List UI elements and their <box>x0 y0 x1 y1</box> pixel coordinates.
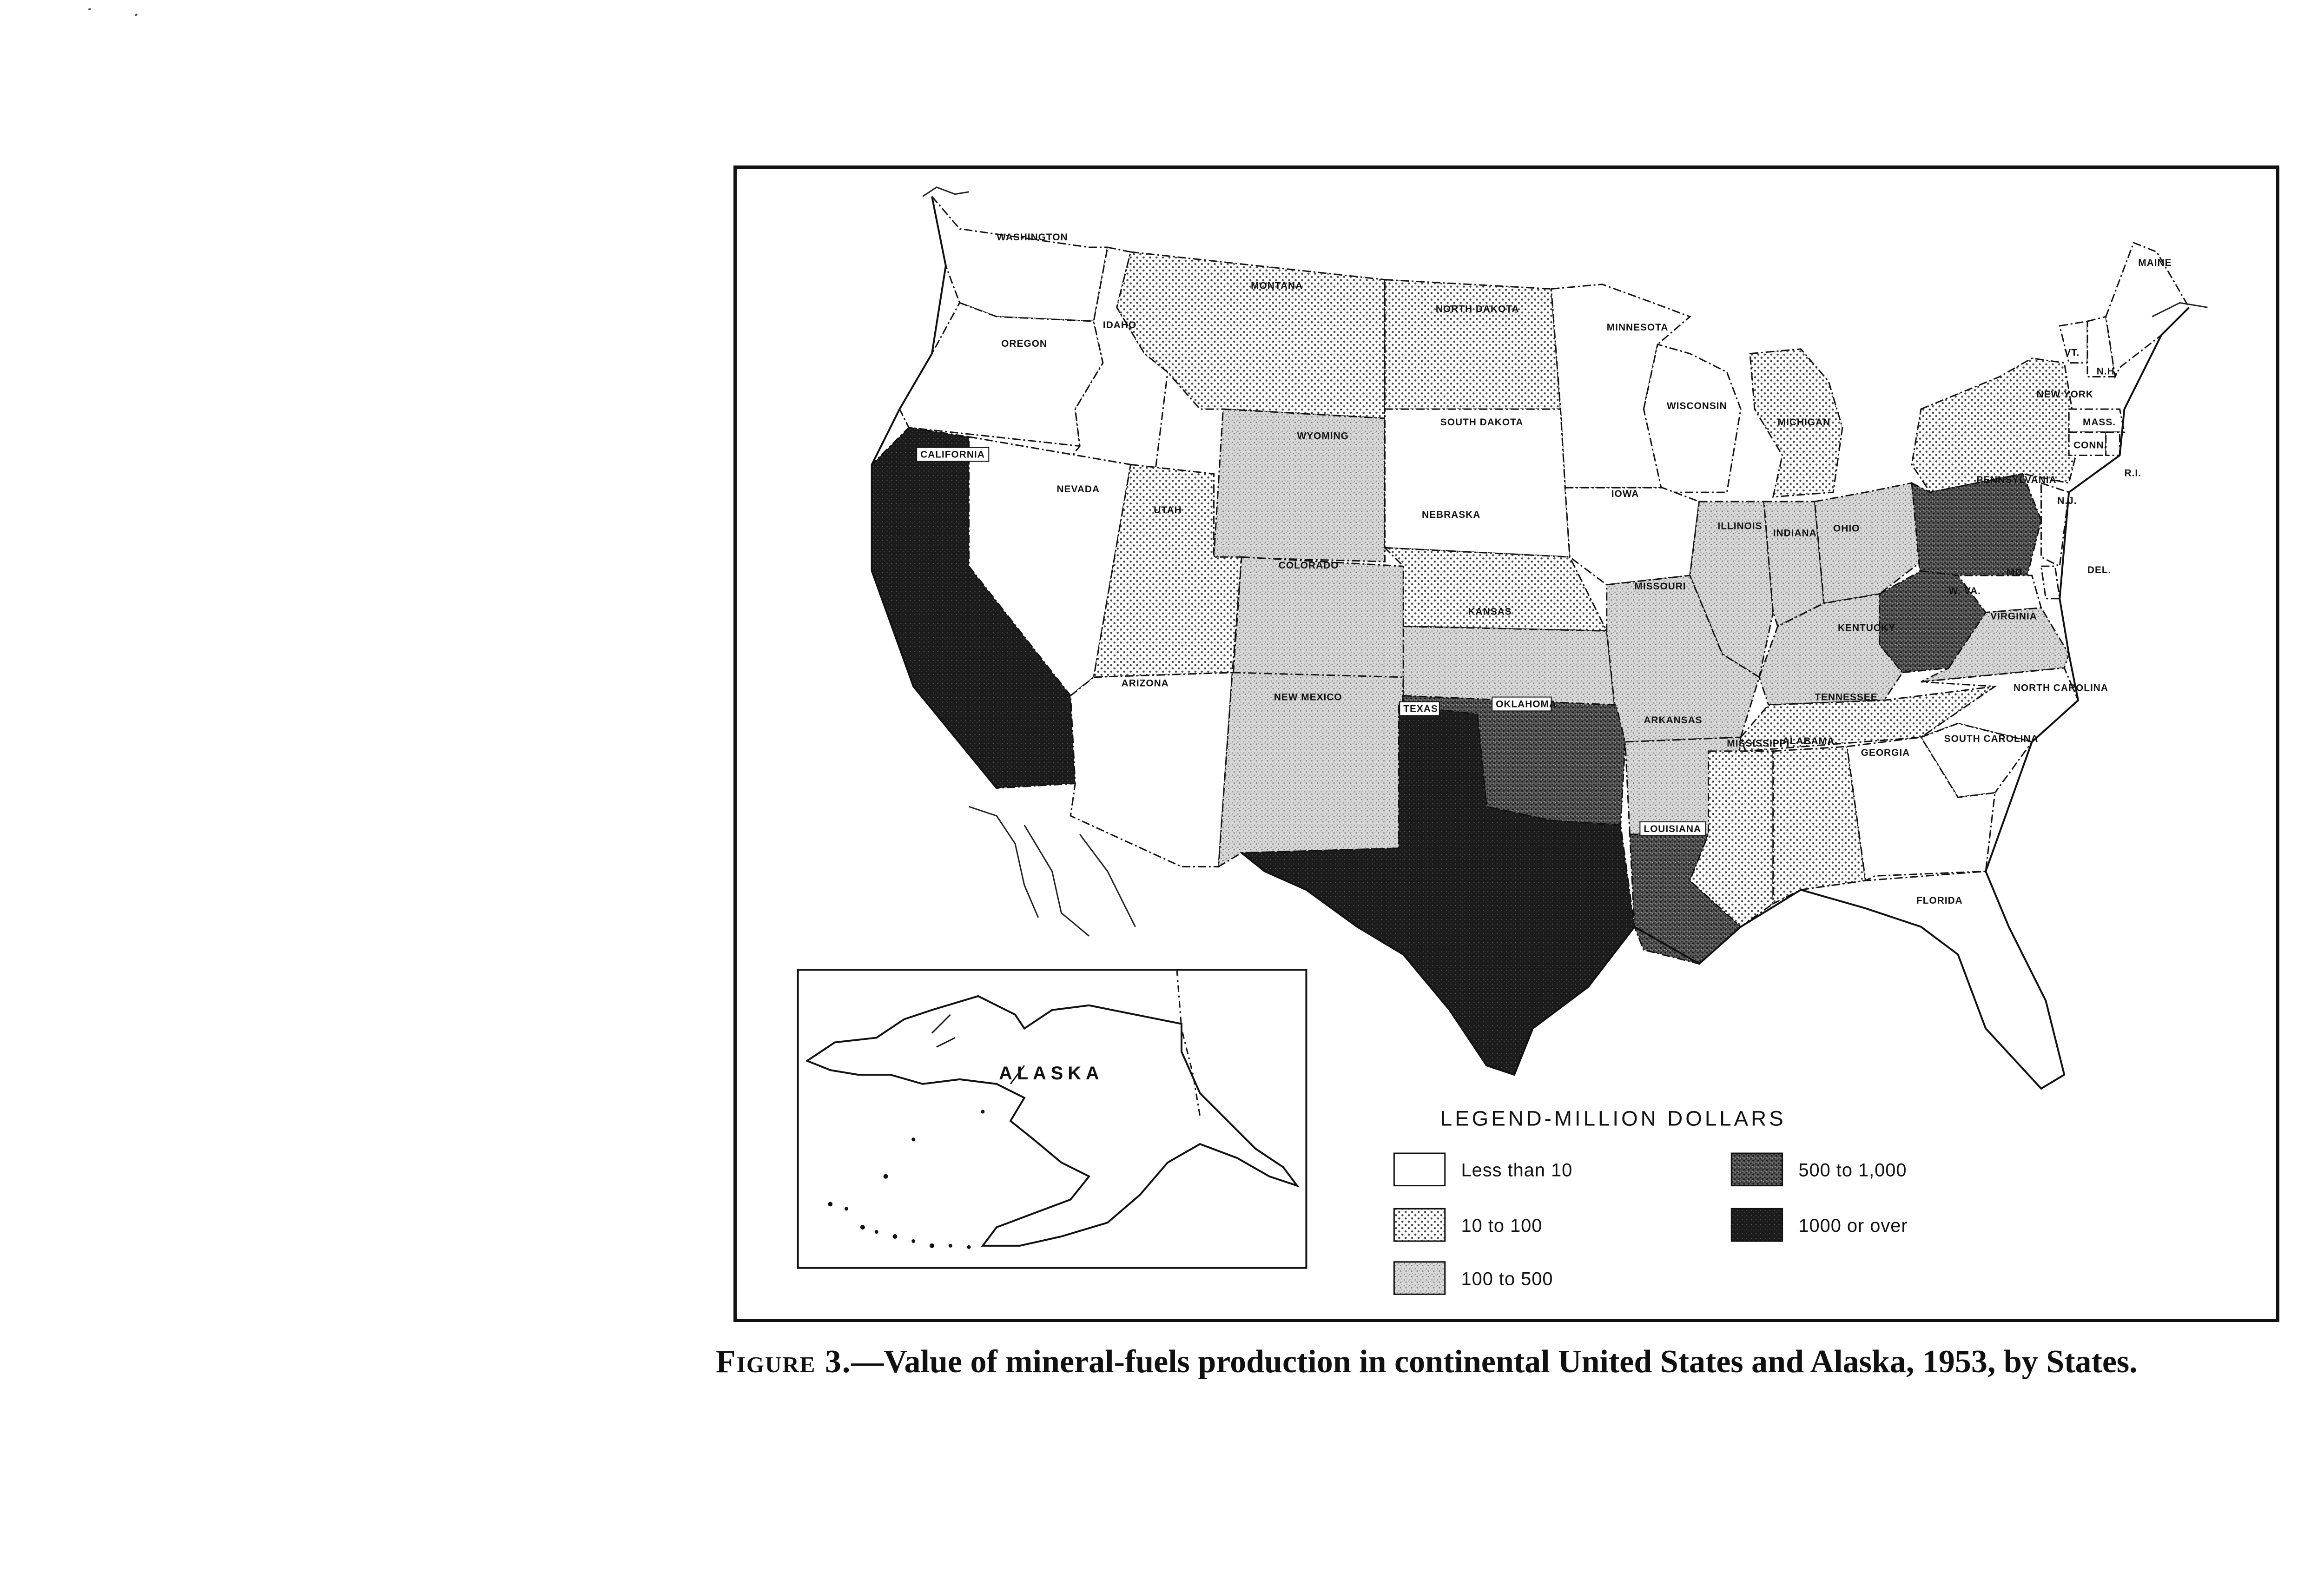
state-sd <box>1385 409 1570 557</box>
legend-label: 1000 or over <box>1798 1216 1908 1236</box>
state-label-ms: MISSISSIPPI <box>1727 738 1790 749</box>
state-label-wv: W. VA. <box>1948 585 1981 596</box>
state-label-or: OREGON <box>1001 338 1047 349</box>
state-label-mo: MISSOURI <box>1634 581 1686 592</box>
state-ia <box>1565 488 1699 585</box>
state-label-pa: PENNSYLVANIA <box>1976 475 2057 486</box>
state-label-me: MAINE <box>2138 257 2172 268</box>
state-wa <box>932 197 1108 321</box>
legend-label: 10 to 100 <box>1461 1216 1543 1236</box>
state-label-co: COLORADO <box>1278 560 1339 571</box>
state-label-tx: TEXAS <box>1403 703 1438 714</box>
state-label-ks: KANSAS <box>1468 606 1512 617</box>
state-label-nh: N.H. <box>2096 366 2118 377</box>
legend-swatch <box>1394 1209 1445 1241</box>
state-label-mt: MONTANA <box>1251 280 1303 291</box>
state-label-ri: R.I. <box>2124 468 2141 479</box>
state-ny <box>1912 358 2078 492</box>
state-label-fl: FLORIDA <box>1916 895 1963 906</box>
legend-swatch <box>1731 1209 1782 1241</box>
legend-label: 100 to 500 <box>1461 1269 1553 1289</box>
state-label-ok: OKLAHOMA <box>1496 699 1557 710</box>
state-ri <box>2106 432 2120 456</box>
state-label-mn: MINNESOTA <box>1606 322 1669 333</box>
state-label-va: VIRGINIA <box>1990 611 2037 622</box>
state-label-la: LOUISIANA <box>1644 823 1702 834</box>
state-label-vt: VT. <box>2064 347 2080 358</box>
legend-label: Less than 10 <box>1461 1160 1573 1181</box>
legend-label: 500 to 1,000 <box>1798 1160 1907 1181</box>
map-legend <box>1394 1106 1908 1294</box>
figure-map-frame <box>733 165 2279 1322</box>
state-wi <box>1644 344 1741 492</box>
state-label-ma: MASS. <box>2082 416 2116 428</box>
state-label-nj: N.J. <box>2057 495 2077 506</box>
figure-caption-lead: Figure 3. <box>716 1344 852 1380</box>
state-label-id: IDAHO <box>1103 320 1137 331</box>
state-label-conn: CONN. <box>2073 440 2107 451</box>
state-label-sd: SOUTH DAKOTA <box>1440 416 1524 428</box>
state-label-wa: WASHINGTON <box>997 232 1068 243</box>
state-label-in: INDIANA <box>1773 528 1817 539</box>
state-label-ny: NEW YORK <box>2036 389 2093 400</box>
alaska-inset <box>798 970 1307 1268</box>
state-label-ky: KENTUCKY <box>1837 622 1895 634</box>
state-label-oh: OHIO <box>1833 523 1860 534</box>
state-label-ne: NEBRASKA <box>1422 509 1481 520</box>
state-label-mi: MICHIGAN <box>1777 416 1831 428</box>
state-label-sc: SOUTH CAROLINA <box>1944 734 2039 745</box>
legend-title: LEGEND-MILLION DOLLARS <box>1440 1106 1786 1130</box>
alaska-label: ALASKA <box>999 1063 1104 1084</box>
state-label-al: ALABAMA <box>1782 735 1835 747</box>
state-label-md: MD. <box>2006 567 2026 578</box>
state-nd <box>1385 280 1560 409</box>
figure-caption <box>716 1343 2296 1381</box>
state-co <box>1232 557 1403 691</box>
state-label-wi: WISCONSIN <box>1667 401 1727 412</box>
legend-swatch <box>1394 1262 1445 1295</box>
map-figure <box>737 169 2276 1319</box>
legend-swatch <box>1731 1153 1782 1186</box>
figure-caption-text: —Value of mineral-fuels production in continental United States and Alaska, 1953, by States. <box>851 1344 2138 1380</box>
state-label-il: ILLINOIS <box>1717 521 1763 532</box>
legend-swatch <box>1394 1153 1445 1186</box>
paper-speck <box>134 13 138 17</box>
state-label-ga: GEORGIA <box>1861 747 1910 758</box>
state-label-ut: UTAH <box>1154 504 1182 516</box>
state-label-wy: WYOMING <box>1297 430 1349 442</box>
state-label-nv: NEVADA <box>1056 484 1100 495</box>
state-label-nc: NORTH CAROLINA <box>2013 682 2108 694</box>
state-or <box>899 303 1103 446</box>
state-label-az: ARIZONA <box>1121 678 1169 689</box>
state-label-ia: IOWA <box>1611 489 1639 500</box>
state-de <box>2041 566 2060 599</box>
state-label-nd: NORTH DAKOTA <box>1435 304 1519 315</box>
state-label-ar: ARKANSAS <box>1644 715 1703 726</box>
state-label-de: DEL. <box>2087 565 2112 576</box>
state-label-tn: TENNESSEE <box>1815 692 1878 703</box>
paper-speck <box>88 8 91 10</box>
us-states-layer <box>872 197 2189 1089</box>
state-label-nm: NEW MEXICO <box>1274 692 1342 703</box>
state-az <box>1070 673 1232 867</box>
state-label-ca: CALIFORNIA <box>920 449 985 460</box>
